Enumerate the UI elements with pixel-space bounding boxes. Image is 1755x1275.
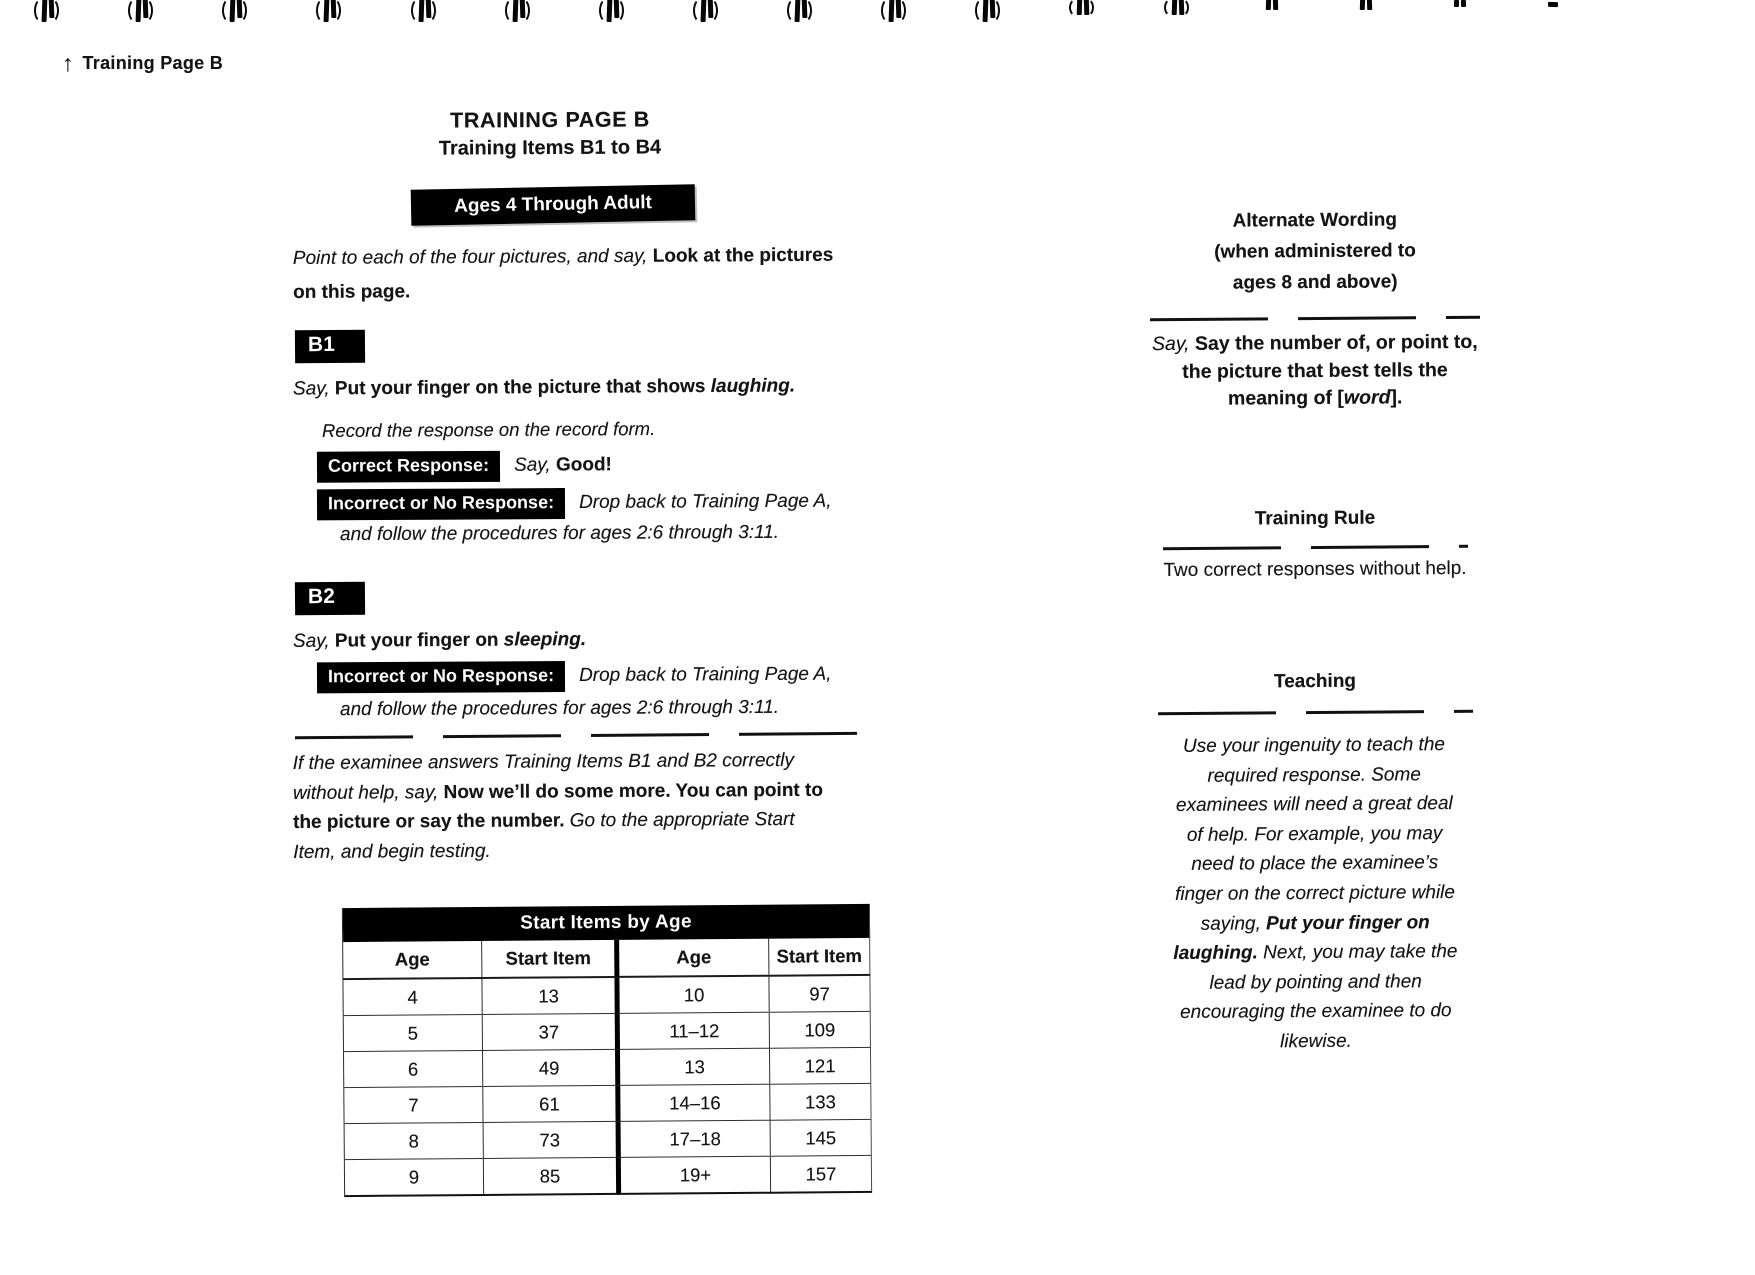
b2-instruction [293, 629, 586, 653]
table-row [343, 1011, 870, 1051]
item-b2-label: B2 [307, 584, 335, 609]
text-run: on this page. [293, 281, 411, 304]
col-header-age: Age [617, 939, 769, 977]
text-run: Use your ingenuity to teach the [1182, 734, 1446, 757]
b1-correct-word: Good! [555, 454, 612, 476]
alternate-wording-body [1130, 329, 1501, 414]
text-run: Put your finger on [1266, 911, 1430, 934]
text-line [293, 272, 948, 310]
spiral-binding-ring-icon [505, 0, 531, 25]
spiral-binding-ring-icon [316, 0, 342, 25]
incorrect-response-badge: Incorrect or No Response: [317, 661, 565, 693]
closing-paragraph [293, 745, 954, 867]
text-line [1145, 907, 1485, 939]
table-cell: 13 [482, 977, 617, 1015]
b1-record-note: Record the response on the record form. [321, 417, 656, 442]
item-b2-badge [295, 582, 365, 616]
text-line [1144, 730, 1484, 762]
text-run: Item, and begin testing. [293, 840, 491, 863]
say-prefix: Say, [513, 454, 556, 476]
b1-incorrect-continuation: and follow the procedures for ages 2:6 through 3:11. [339, 521, 780, 546]
correct-response-badge: Correct Response: [317, 451, 500, 483]
table-cell: 49 [482, 1049, 617, 1086]
say-prefix: Say, [292, 378, 335, 400]
table-cell: 19+ [618, 1156, 770, 1194]
item-b1-badge [295, 330, 365, 364]
b2-target-word: sleeping. [503, 629, 587, 651]
spiral-binding-ring-icon [1069, 0, 1095, 25]
text-run: examinees will need a great deal [1175, 793, 1453, 817]
training-rule-rule-line [1163, 545, 1468, 550]
text-run: Point to each of the four pictures, and say, [292, 245, 653, 270]
text-run: required response. Some [1207, 763, 1421, 787]
teaching-body [1144, 730, 1486, 1058]
page-subtitle: Training Items B1 to B4 [438, 136, 662, 160]
col-header-start-item: Start Item [482, 940, 617, 978]
spiral-binding-ring-icon [1446, 0, 1472, 25]
text-run: the picture or say the number. [293, 810, 570, 834]
text-line [1144, 819, 1484, 851]
text-line [1146, 967, 1486, 999]
teaching-heading: Teaching [1273, 670, 1357, 693]
table-cell: 73 [483, 1121, 618, 1158]
table-header-row [343, 938, 870, 979]
text-line [1146, 1026, 1486, 1058]
text-run: Next, you may take the [1257, 941, 1458, 964]
text-line [1140, 266, 1490, 299]
table-cell: 9 [344, 1158, 483, 1196]
text-run: If the examinee answers Training Items B1 and B2 correctly [292, 749, 795, 775]
text-run: ages 8 and above) [1232, 271, 1398, 294]
spiral-binding-ring-icon [222, 0, 248, 25]
page-title: TRAINING PAGE B [450, 107, 650, 133]
table-cell: 14–16 [618, 1084, 770, 1121]
spiral-binding-ring-icon [34, 0, 60, 25]
spiral-binding-ring-icon [881, 0, 907, 25]
text-run: likewise. [1280, 1030, 1353, 1053]
text-run: without help, say, [292, 781, 444, 804]
table-cell: 157 [770, 1155, 871, 1192]
b1-target-word: laughing. [710, 375, 796, 397]
text-run: laughing. [1173, 942, 1258, 965]
text-line [1145, 878, 1485, 910]
text-run: encouraging the examinee to do [1180, 1000, 1452, 1024]
b1-incorrect-response-row [317, 487, 832, 521]
table-cell: 10 [617, 976, 769, 1014]
text-line [1145, 848, 1485, 880]
table-cell: 145 [770, 1119, 871, 1156]
b2-instruction-text: Put your finger on [334, 629, 504, 652]
table-row [344, 1119, 871, 1159]
table-cell: 11–12 [617, 1012, 769, 1049]
table-cell: 61 [483, 1085, 618, 1122]
b2-incorrect-continuation: and follow the procedures for ages 2:6 through 3:11. [339, 696, 780, 721]
text-line [1140, 204, 1490, 237]
b2-incorrect-response-text: Drop back to Training Page A, [578, 663, 832, 686]
text-run: lead by pointing and then [1209, 971, 1422, 994]
spiral-binding-ring-icon [1540, 0, 1566, 25]
text-run: finger on the correct picture while [1174, 881, 1456, 905]
text-line [1146, 996, 1486, 1028]
age-range-label: Ages 4 Through Adult [453, 192, 653, 217]
text-run: of help. For example, you may [1186, 822, 1443, 846]
spiral-binding-ring-icon [599, 0, 625, 25]
teaching-rule-line [1158, 710, 1473, 715]
b1-instruction-text: Put your finger on the picture that shows [334, 375, 711, 400]
text-line [293, 238, 948, 276]
text-run: Say, [1151, 332, 1196, 356]
training-rule-heading: Training Rule [1254, 507, 1376, 530]
text-run: the picture that best tells the [1182, 358, 1448, 383]
say-prefix: Say, [292, 630, 335, 652]
spiral-binding-ring-icon [693, 0, 719, 25]
spiral-binding-ring-icon [787, 0, 813, 25]
col-header-age: Age [343, 941, 482, 979]
spiral-binding-ring-icon [1258, 0, 1284, 25]
text-line [1130, 384, 1500, 414]
table-cell: 6 [344, 1050, 483, 1087]
table-cell: 97 [769, 975, 870, 1012]
table-row [343, 975, 870, 1016]
page-tab [62, 48, 223, 75]
text-line [293, 745, 953, 779]
text-line [1140, 235, 1490, 268]
spiral-binding-ring-icon [128, 0, 154, 25]
table-cell: 85 [483, 1157, 618, 1195]
table-cell: 133 [770, 1083, 871, 1120]
text-run: Look at the pictures [652, 244, 834, 267]
b1-correct-response-text [514, 454, 612, 477]
text-run: need to place the examinee’s [1191, 852, 1439, 876]
table-row [344, 1047, 871, 1087]
table-cell: 13 [617, 1048, 769, 1085]
table-row [344, 1083, 871, 1123]
section-divider-line [295, 732, 870, 740]
table-cell: 5 [343, 1014, 482, 1051]
table-row [344, 1155, 871, 1196]
b1-correct-response-row [317, 450, 612, 483]
text-run: Now we’ll do some more. You can point to [443, 779, 823, 803]
intro-paragraph [293, 238, 948, 310]
text-run: (when administered to [1214, 240, 1416, 263]
table-cell: 121 [769, 1047, 870, 1084]
text-run: Go to the appropriate Start [569, 808, 795, 832]
text-line [293, 774, 953, 808]
item-b1-label: B1 [307, 332, 335, 357]
text-line [293, 804, 953, 838]
start-items-table [342, 904, 872, 1197]
text-line [1144, 759, 1484, 791]
b2-incorrect-response-row [317, 660, 832, 694]
table-title: Start Items by Age [342, 904, 869, 942]
table-cell: 17–18 [618, 1120, 770, 1157]
text-run: meaning of [ [1227, 386, 1344, 410]
up-arrow-icon: ↑ [62, 50, 74, 76]
table-title-row [342, 904, 869, 942]
spiral-binding-ring-icon [1164, 0, 1190, 25]
b1-incorrect-response-text: Drop back to Training Page A, [578, 490, 832, 513]
table-cell: 109 [769, 1011, 870, 1048]
table-cell: 37 [482, 1013, 617, 1050]
text-line [1130, 356, 1500, 386]
spiral-binding-ring-icon [411, 0, 437, 25]
text-line [1145, 937, 1485, 969]
text-line [293, 833, 953, 867]
spiral-binding-ring-icon [975, 0, 1001, 25]
incorrect-response-badge: Incorrect or No Response: [317, 488, 565, 520]
text-run: ]. [1390, 386, 1403, 409]
table-cell: 8 [344, 1122, 483, 1159]
text-run: Alternate Wording [1232, 209, 1398, 232]
spiral-binding-ring-icon [1352, 0, 1378, 25]
alternate-wording-rule-line [1150, 316, 1480, 322]
b1-instruction [293, 375, 795, 400]
text-run: word [1343, 386, 1391, 409]
table-cell: 4 [343, 978, 482, 1016]
text-run: Say the number of, or point to, [1194, 330, 1478, 355]
col-header-start-item: Start Item [769, 938, 870, 976]
text-line [1130, 329, 1500, 359]
alternate-wording-heading [1140, 204, 1491, 299]
text-run: saying, [1200, 912, 1267, 935]
age-range-banner [411, 184, 696, 225]
training-rule-body: Two correct responses without help. [1163, 557, 1467, 582]
text-line [1144, 789, 1484, 821]
binding-strip [34, 0, 1566, 27]
page-tab-label: Training Page B [82, 53, 224, 73]
table-cell: 7 [344, 1086, 483, 1123]
